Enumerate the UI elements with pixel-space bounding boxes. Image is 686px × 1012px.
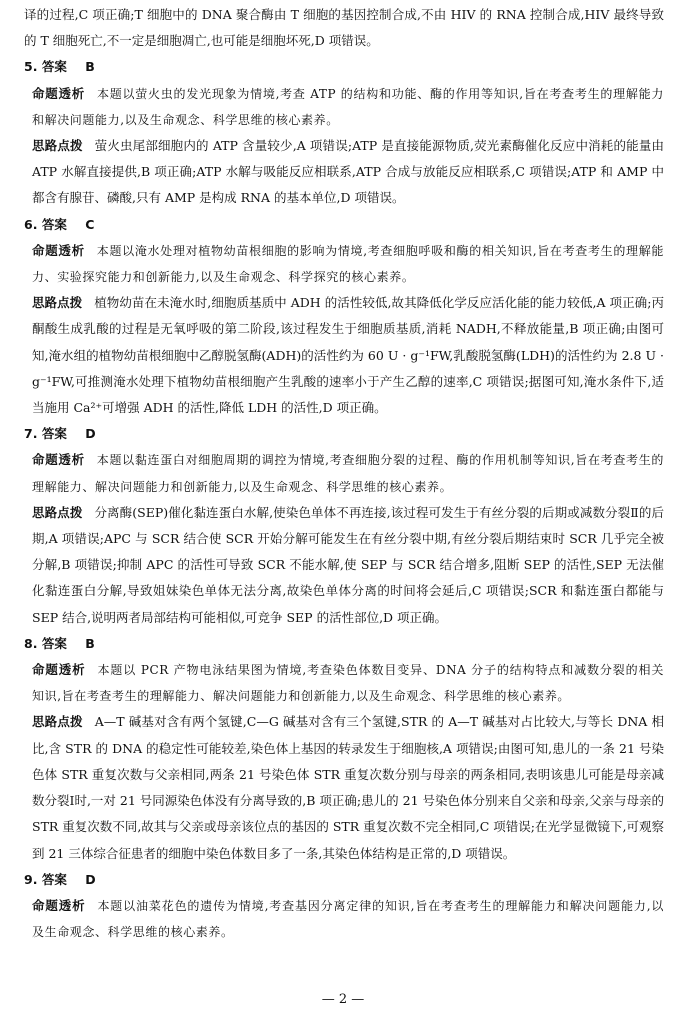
answer-value: B bbox=[85, 635, 95, 651]
mingti-paragraph bbox=[24, 238, 664, 290]
answer-line bbox=[24, 631, 664, 657]
mingti-label: 命题透析 bbox=[32, 85, 86, 101]
silu-text: A—T 碱基对含有两个氢键,C—G 碱基对含有三个氢键,STR 的 A—T 碱基对占比较大,与等长 DNA 相比,含 STR 的 DNA 的稳定性可能较差,染色体上基因的转录发生于细胞核,A 项错误;由图可知,患儿的一条 21 号染色体 STR 重复次数与父亲相同,两条 21 号染色体 STR 重复次数分别与母亲的两条相同,表明该患儿可能是母亲减数分裂Ⅰ时,一对 21 号同源染色体没有分离导致的,B 项正确;患儿的 21 号染色体分别来自父亲和母亲,父亲与母亲的 STR 重复次数不同,故其与父亲或母亲该位点的基因的 STR 重复次数不完全相同,C 项错误;在光学显微镜下,可观察到 21 三体综合征患者的细胞中染色体数目多了一条,其染色体结构是正常的,D 项错误。 bbox=[32, 714, 664, 861]
question-8 bbox=[24, 631, 664, 867]
question-7 bbox=[24, 421, 664, 631]
silu-text: 植物幼苗在未淹水时,细胞质基质中 ADH 的活性较低,故其降低化学反应活化能的能力较低,A 项正确;丙酮酸生成乳酸的过程是无氧呼吸的第二阶段,该过程发生于细胞质基质,消耗 NADH,不释放能量,B 项正确;由图可知,淹水组的植物幼苗根细胞中乙醇脱氢酶(ADH)的活性约为 60 U · g⁻¹FW,乳酸脱氢酶(LDH)的活性约为 2.8 U · g⁻¹FW,可推测淹水处理下植物幼苗根细胞产生乳酸的速率小于产生乙醇的速率,C 项错误;据图可知,淹水条件下,适当施用 Ca²⁺可增强 ADH 的活性,降低 LDH 的活性,D 项正确。 bbox=[32, 295, 664, 416]
mingti-text: 本题以淹水处理对植物幼苗根细胞的影响为情境,考查细胞呼吸和酶的相关知识,旨在考查考生的理解能力、实验探究能力和创新能力,以及生命观念、科学探究的核心素养。 bbox=[32, 243, 665, 285]
mingti-text: 本题以萤火虫的发光现象为情境,考查 ATP 的结构和功能、酶的作用等知识,旨在考查考生的理解能力和解决问题能力,以及生命观念、科学思维的核心素养。 bbox=[32, 86, 664, 127]
mingti-text: 本题以 PCR 产物电泳结果图为情境,考查染色体数目变异、DNA 分子的结构特点和减数分裂的相关知识,旨在考查考生的理解能力、解决问题能力和创新能力,以及生命观念、科学思维的核心素养。 bbox=[32, 663, 665, 704]
mingti-text: 本题以油菜花色的遗传为情境,考查基因分离定律的知识,旨在考查考生的理解能力和解决问题能力,以及生命观念、科学思维的核心素养。 bbox=[32, 898, 665, 940]
silu-text: 分离酶(SEP)催化黏连蛋白水解,使染色单体不再连接,该过程可发生于有丝分裂的后期或减数分裂Ⅱ的后期,A 项错误;APC 与 SCR 结合使 SCR 开始分解可能发生在有丝分裂中期,有丝分裂后期结束时 SCR 几乎完全被分解,B 项错误;抑制 APC 的活性可导致 SCR 不能水解,使 SEP 与 SCR 结合增多,阻断 SEP 的活性,SEP 无法催化黏连蛋白分解,导致姐妹染色单体无法分离,故染色单体分离的时间将会延后,C 项错误;SCR 和黏连蛋白都能与 SEP 结合,说明两者局部结构可能相似,可竞争 SEP 的活性部位,D 项正确。 bbox=[32, 504, 664, 625]
question-number: 7. bbox=[24, 426, 38, 442]
answer-value: C bbox=[85, 216, 95, 232]
answer-value: D bbox=[85, 426, 96, 442]
silu-paragraph bbox=[24, 500, 664, 631]
mingti-paragraph bbox=[24, 81, 664, 133]
answer-value: D bbox=[85, 871, 96, 887]
question-number: 9. bbox=[24, 871, 38, 887]
mingti-paragraph bbox=[24, 657, 664, 709]
silu-label: 思路点拨 bbox=[32, 714, 83, 730]
answer-label: 答案 bbox=[41, 59, 67, 75]
mingti-text: 本题以黏连蛋白对细胞周期的调控为情境,考查细胞分裂的过程、酶的作用机制等知识,旨在考查考生的理解能力、解决问题能力和创新能力,以及生命观念、科学思维的核心素养。 bbox=[32, 453, 665, 494]
intro-paragraph: 译的过程,C 项正确;T 细胞中的 DNA 聚合酶由 T 细胞的基因控制合成,不由 HIV 的 RNA 控制合成,HIV 最终导致的 T 细胞死亡,不一定是细胞凋亡,也可能是细胞坏死,D 项错误。 bbox=[24, 7, 664, 49]
answer-line bbox=[24, 867, 664, 893]
question-number: 5. bbox=[24, 59, 38, 75]
mingti-paragraph bbox=[24, 893, 664, 945]
page-number: — 2 — bbox=[321, 992, 365, 1007]
answer-line bbox=[24, 212, 664, 238]
question-number: 6. bbox=[24, 216, 38, 232]
mingti-label: 命题透析 bbox=[32, 242, 85, 258]
answer-line bbox=[24, 421, 664, 447]
silu-text: 萤火虫尾部细胞内的 ATP 含量较少,A 项错误;ATP 是直接能源物质,荧光素酶催化反应中消耗的能量由 ATP 水解直接提供,B 项正确;ATP 水解与吸能反应相联系,ATP 合成与放能反应相联系,C 项错误;ATP 和 AMP 中都含有腺苷、磷酸,只有 AMP 是构成 RNA 的基本单位,D 项错误。 bbox=[32, 138, 664, 206]
silu-paragraph bbox=[24, 709, 664, 866]
mingti-label: 命题透析 bbox=[32, 897, 86, 913]
answer-label: 答案 bbox=[41, 216, 67, 232]
question-5 bbox=[24, 54, 664, 211]
question-9 bbox=[24, 867, 664, 946]
question-6 bbox=[24, 212, 664, 422]
answer-label: 答案 bbox=[41, 871, 67, 887]
mingti-label: 命题透析 bbox=[32, 452, 85, 468]
mingti-label: 命题透析 bbox=[32, 662, 86, 678]
silu-paragraph bbox=[24, 133, 664, 212]
silu-paragraph bbox=[24, 290, 664, 421]
answer-label: 答案 bbox=[41, 635, 67, 651]
answer-line bbox=[24, 54, 664, 80]
silu-label: 思路点拨 bbox=[32, 295, 83, 311]
question-number: 8. bbox=[24, 635, 38, 651]
silu-label: 思路点拨 bbox=[32, 504, 83, 520]
answer-label: 答案 bbox=[41, 426, 67, 442]
answer-value: B bbox=[85, 59, 95, 75]
mingti-paragraph bbox=[24, 447, 664, 499]
silu-label: 思路点拨 bbox=[32, 138, 83, 154]
